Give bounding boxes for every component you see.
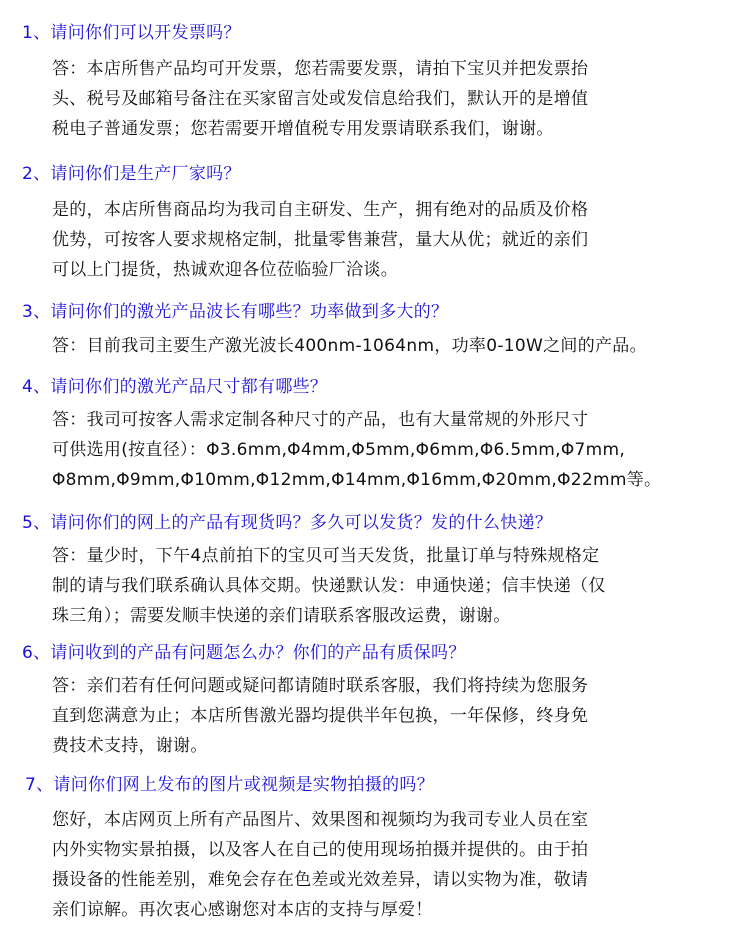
faq-answer-line: 优势，可按客人要求规格定制，批量零售兼营，量大从优；就近的亲们 [52,230,589,250]
faq-answer-line: 制的请与我们联系确认具体交期。快递默认发：申通快递；信丰快递（仅 [52,576,606,596]
faq-answer-5 [52,541,727,631]
faq-answer-line: 您好，本店网页上所有产品图片、效果图和视频均为我司专业人员在室 [52,810,589,830]
faq-answer-line: 答：亲们若有任何问题或疑问都请随时联系客服，我们将持续为您服务 [52,676,589,696]
faq-question-2: 2、请问你们是生产厂家吗？ [22,164,241,184]
faq-question-3: 3、请问你们的激光产品波长有哪些？功率做到多大的？ [22,302,449,322]
faq-answer-3 [52,331,727,361]
faq-answer-line: 可供选用(按直径）：Φ3.6mm,Φ4mm,Φ5mm,Φ6mm,Φ6.5mm,Φ7mm, [52,440,626,460]
faq-answer-line: 直到您满意为止；本店所售激光器均提供半年包换，一年保修，终身免 [52,706,589,726]
faq-answer-line: 费技术支持，谢谢。 [52,736,208,756]
faq-answer-line: 内外实物实景拍摄，以及客人在自己的使用现场拍摄并提供的。由于拍 [52,840,589,860]
faq-answer-1 [52,54,727,144]
faq-answer-line: 是的，本店所售商品均为我司自主研发、生产，拥有绝对的品质及价格 [52,200,589,220]
faq-answer-4 [52,405,727,495]
faq-answer-line: 答：本店所售产品均可开发票，您若需要发票，请拍下宝贝并把发票抬 [52,59,589,79]
faq-answer-line: 头、税号及邮箱号备注在买家留言处或发信息给我们，默认开的是增值 [52,89,589,109]
faq-answer-line: 答：目前我司主要生产激光波长400nm-1064nm，功率0-10W之间的产品。 [52,336,647,356]
faq-answer-line: 摄设备的性能差别，难免会存在色差或光效差异，请以实物为准，敬请 [52,870,589,890]
faq-question-6: 6、请问收到的产品有问题怎么办？你们的产品有质保吗？ [22,643,466,663]
faq-answer-line: 答：量少时，下午4点前拍下的宝贝可当天发货，批量订单与特殊规格定 [52,546,600,566]
faq-answer-6 [52,671,727,761]
faq-answer-line: Φ8mm,Φ9mm,Φ10mm,Φ12mm,Φ14mm,Φ16mm,Φ20mm,Φ22mm等。 [52,470,662,490]
faq-answer-2 [52,195,727,285]
faq-question-7: 7、请问你们网上发布的图片或视频是实物拍摄的吗？ [25,775,435,795]
faq-question-4: 4、请问你们的激光产品尺寸都有哪些？ [22,377,328,397]
faq-answer-line: 亲们谅解。再次衷心感谢您对本店的支持与厚爱！ [52,900,433,920]
faq-answer-line: 答：我司可按客人需求定制各种尺寸的产品，也有大量常规的外形尺寸 [52,410,589,430]
faq-question-5: 5、请问你们的网上的产品有现货吗？多久可以发货？发的什么快递？ [22,513,553,533]
faq-answer-line: 珠三角）；需要发顺丰快递的亲们请联系客服改运费，谢谢。 [52,606,511,626]
faq-question-1: 1、请问你们可以开发票吗？ [22,23,241,43]
faq-answer-7 [52,805,727,925]
faq-answer-line: 可以上门提货，热诚欢迎各位莅临验厂洽谈。 [52,260,398,280]
faq-answer-line: 税电子普通发票；您若需要开增值税专用发票请联系我们，谢谢。 [52,119,554,139]
